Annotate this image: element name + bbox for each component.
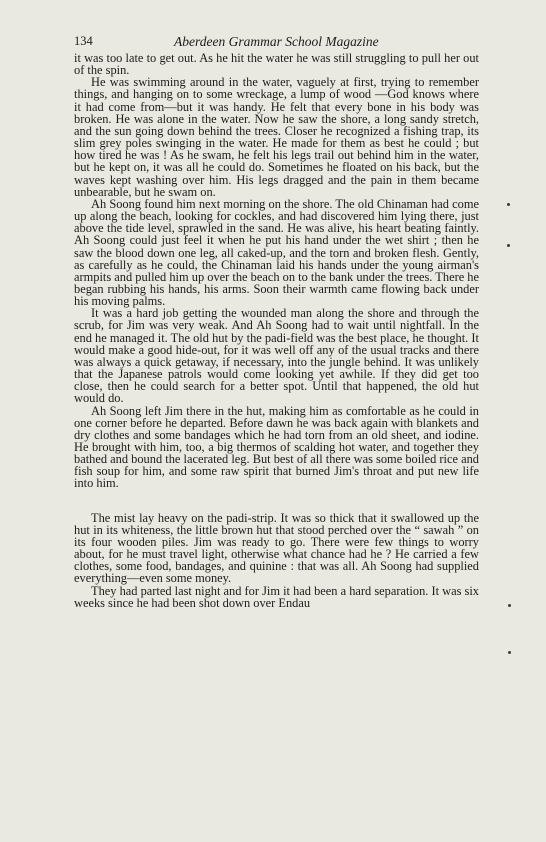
section-break [74, 490, 479, 512]
paragraph: He was swimming around in the water, vaguely at first, trying to remember things, and hanging on to some wreckage, a lump of wood —God knows where it had come from—but it was handy. He felt that every bone in his body was broken. He was alone in the water. Now he saw the shore, a long sandy stretch, and the sun going down behind the trees. Closer he recognized a fishing trap, its slim grey poles swinging in the water. He made for them as best he could ; but how tired he was ! As he swam, he felt his legs trail out behind him in the water, but he kept on, it was all he could do. Sometimes he floated on his back, but the waves kept washing over him. His legs dragged and the pain in them became unbearable, but he swam on. [74, 75, 479, 199]
running-title: Aberdeen Grammar School Magazine [174, 34, 379, 49]
paragraph: Ah Soong found him next morning on the shore. The old Chinaman had come up along the beach, looking for cockles, and had discovered him lying there, just above the tide level, sprawled in the sand. He was alive, his heart beating faintly. Ah Soong could just feel it when he put his hand under the wet shirt ; then he saw the blood down one leg, all caked-up, and the torn and broken flesh. Gently, as carefully as he could, the Chinaman laid his hands under the young airman's armpits and pulled him up over the beach on to the bank under the trees. There he began rubbing his hands, his arms. Soon their warmth came flowing back under his moving palms. [74, 196, 479, 309]
paragraph: They had parted last night and for Jim it had been a hard separation. It was six weeks since he had been shot down over Endau [74, 583, 479, 610]
paragraph: It was a hard job getting the wounded man along the shore and through the scrub, for Jim was very weak. And Ah Soong had to wait until nightfall. In the end he managed it. The old hut by the padi-field was the best place, he thought. It would make a good hide-out, for it was well off any of the usual tracks and there was always a quick getaway, if necessary, into the jungle behind. It was unlikely that the Japanese patrols would come looking yet awhile. If they did get too close, then he could search for a better spot. Until that happened, the old hut would do. [74, 306, 479, 406]
margin-mark [507, 203, 510, 206]
paragraph: The mist lay heavy on the padi-strip. It was so thick that it swallowed up the hut in its whiteness, the little brown hut that stood perched over the “ sawah ” on its four wooden piles. Jim was ready to go. There were few things to worry about, for he must travel light, otherwise what chance had he ? He carried a few clothes, some food, bandages, and quinine : that was all. Ah Soong had supplied everything—even some money. [74, 510, 479, 586]
paragraph-continued: it was too late to get out. As he hit the water he was still struggling to pull her out of the spin. [74, 51, 479, 78]
margin-mark [508, 604, 511, 607]
margin-mark [507, 244, 510, 247]
page-number: 134 [74, 34, 93, 48]
paragraph: Ah Soong left Jim there in the hut, making him as comfortable as he could in one corner before he departed. Before dawn he was back again with blankets and dry clothes and some bandages which he had torn from an old sheet, and iodine. He brought with him, too, a big thermos of scalding hot water, and together they bathed and bound the lacerated leg. But best of all there was some boiled rice and fish soup for him, and some raw spirit that burned Jim's throat and put new life into him. [74, 403, 479, 491]
body-text [74, 52, 479, 609]
margin-mark [508, 651, 511, 654]
page-header [74, 34, 478, 50]
